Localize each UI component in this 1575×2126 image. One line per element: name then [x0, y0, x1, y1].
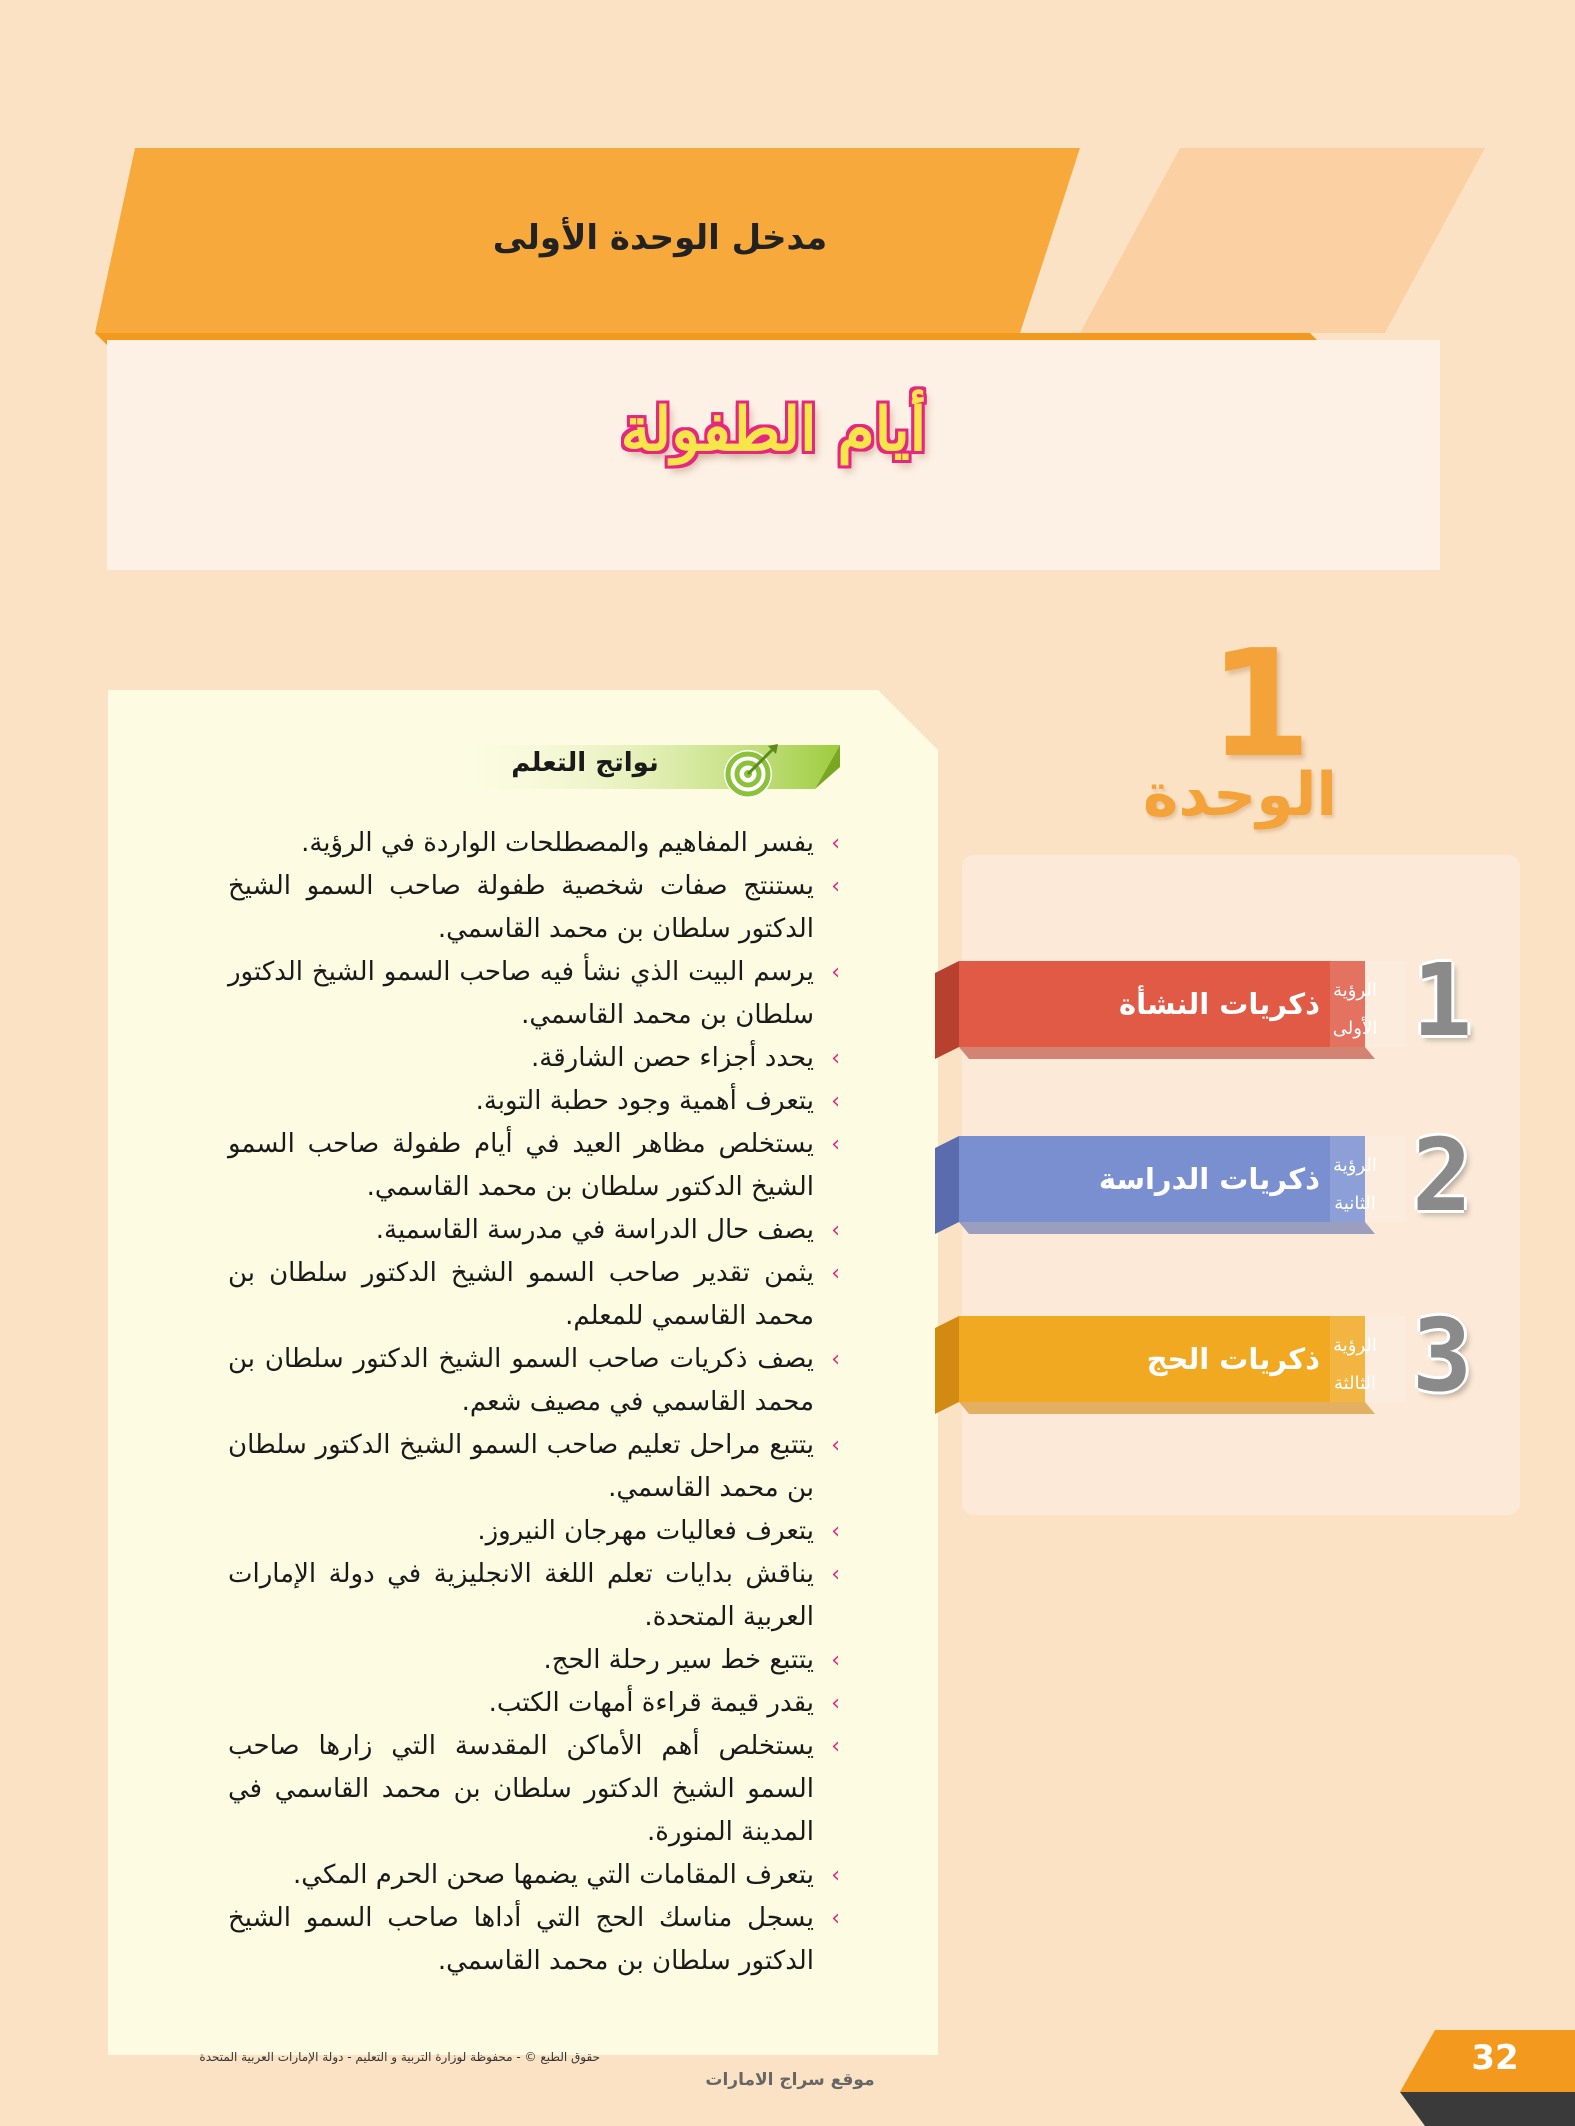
bullet-icon: › — [831, 1433, 840, 1458]
outcome-item — [228, 951, 840, 1037]
outcome-item — [228, 1252, 840, 1338]
outcome-item — [228, 1424, 840, 1510]
outcome-item — [228, 822, 840, 865]
outcome-text: يصف ذكريات صاحب السمو الشيخ الدكتور سلطان بن محمد القاسمي في مصيف شعم. — [228, 1344, 814, 1417]
outcome-text: يستنتج صفات شخصية طفولة صاحب السمو الشيخ الدكتور سلطان بن محمد القاسمي. — [228, 871, 814, 944]
bullet-icon: › — [831, 1046, 840, 1071]
outcome-text: يقدر قيمة قراءة أمهات الكتب. — [488, 1688, 814, 1718]
bullet-icon: › — [831, 1734, 840, 1759]
outcomes-list — [228, 822, 840, 1983]
bullet-icon: › — [831, 1906, 840, 1931]
bullet-icon: › — [831, 1347, 840, 1372]
bullet-icon: › — [831, 1261, 840, 1286]
vision-number: 1 — [1412, 942, 1473, 1059]
outcome-text: يثمن تقدير صاحب السمو الشيخ الدكتور سلطان بن محمد القاسمي للمعلم. — [228, 1258, 814, 1331]
page-number: 32 — [1471, 2038, 1519, 2078]
outcome-text: يتعرف المقامات التي يضمها صحن الحرم المكي. — [293, 1860, 814, 1890]
footer-site-name: موقع سراج الامارات — [705, 2070, 875, 2090]
outcome-item — [228, 1639, 840, 1682]
vision-ordinal: الثالثة — [1334, 1373, 1376, 1394]
outcome-item — [228, 1123, 840, 1209]
bullet-icon: › — [831, 1218, 840, 1243]
target-icon — [720, 742, 780, 802]
vision-label: الرؤية — [1333, 980, 1377, 1001]
bullet-icon: › — [831, 831, 840, 856]
copyright-notice: حقوق الطبع © - محفوظة لوزارة التربية و التعليم - دولة الإمارات العربية المتحدة — [199, 2050, 600, 2064]
vision-number: 2 — [1412, 1117, 1473, 1234]
outcome-item — [228, 1854, 840, 1897]
outcome-text: يصف حال الدراسة في مدرسة القاسمية. — [375, 1215, 814, 1245]
vision-title: ذكريات النشأة — [1119, 987, 1320, 1021]
unit-intro-title: مدخل الوحدة الأولى — [492, 218, 828, 258]
outcome-text: يفسر المفاهيم والمصطلحات الواردة في الرؤية. — [301, 828, 814, 858]
outcome-item — [228, 1510, 840, 1553]
vision-number: 3 — [1412, 1297, 1473, 1414]
outcome-item — [228, 1080, 840, 1123]
outcome-item — [228, 1725, 840, 1854]
bullet-icon: › — [831, 1519, 840, 1544]
vision-label: الرؤية — [1333, 1155, 1377, 1176]
bullet-icon: › — [831, 1863, 840, 1888]
outcome-item — [228, 1338, 840, 1424]
vision-ordinal: الثانية — [1334, 1193, 1376, 1214]
bullet-icon: › — [831, 960, 840, 985]
outcome-item — [228, 1553, 840, 1639]
outcome-item — [228, 1682, 840, 1725]
vision-label: الرؤية — [1333, 1335, 1377, 1356]
vision-title: ذكريات الدراسة — [1098, 1162, 1320, 1196]
outcome-item — [228, 1897, 840, 1983]
bullet-icon: › — [831, 874, 840, 899]
outcome-text: يتتبع خط سير رحلة الحج. — [543, 1645, 814, 1675]
outcome-item — [228, 865, 840, 951]
outcome-text: يحدد أجزاء حصن الشارقة. — [531, 1043, 814, 1073]
outcome-text: يتعرف فعاليات مهرجان النيروز. — [477, 1516, 814, 1546]
bullet-icon: › — [831, 1562, 840, 1587]
outcome-text: يسجل مناسك الحج التي أداها صاحب السمو الشيخ الدكتور سلطان بن محمد القاسمي. — [228, 1903, 814, 1976]
bullet-icon: › — [831, 1132, 840, 1157]
outcome-text: يناقش بدايات تعلم اللغة الانجليزية في دولة الإمارات العربية المتحدة. — [228, 1559, 814, 1632]
outcome-item — [228, 1037, 840, 1080]
outcome-text: يتعرف أهمية وجود حطبة التوبة. — [475, 1086, 814, 1116]
bullet-icon: › — [831, 1089, 840, 1114]
unit-number: 1 — [1208, 618, 1312, 790]
vision-title: ذكريات الحج — [1146, 1342, 1320, 1376]
outcome-text: يستخلص أهم الأماكن المقدسة التي زارها صاحب السمو الشيخ الدكتور سلطان بن محمد القاسمي في المدينة المنورة. — [228, 1731, 814, 1847]
outcome-text: يرسم البيت الذي نشأ فيه صاحب السمو الشيخ الدكتور سلطان بن محمد القاسمي. — [228, 957, 814, 1030]
outcomes-title: نواتج التعلم — [511, 748, 659, 778]
outcome-text: يستخلص مظاهر العيد في أيام طفولة صاحب السمو الشيخ الدكتور سلطان بن محمد القاسمي. — [228, 1129, 814, 1202]
outcome-item — [228, 1209, 840, 1252]
unit-label: الوحدة — [1142, 760, 1338, 830]
bullet-icon: › — [831, 1648, 840, 1673]
bullet-icon: › — [831, 1691, 840, 1716]
page-title: أيام الطفولة — [620, 395, 927, 465]
outcome-text: يتتبع مراحل تعليم صاحب السمو الشيخ الدكتور سلطان بن محمد القاسمي. — [228, 1430, 814, 1503]
vision-ordinal: الأولى — [1332, 1018, 1378, 1039]
